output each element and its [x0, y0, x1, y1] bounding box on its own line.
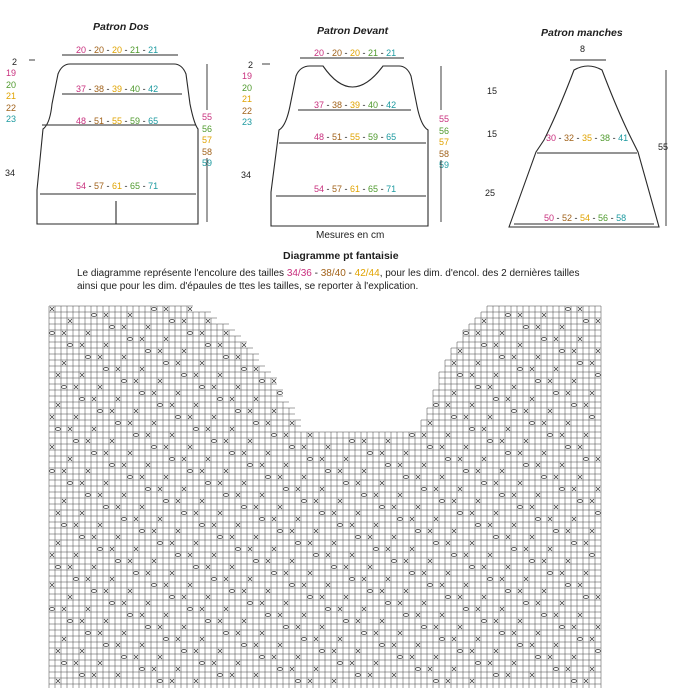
- size-label: 57: [202, 135, 213, 146]
- manches-left-c: 25: [485, 188, 496, 198]
- size-label: 38: [94, 84, 105, 94]
- size-label: 20: [94, 45, 105, 55]
- size-34-36: 34/36: [286, 268, 312, 279]
- size-label: 22: [6, 102, 17, 113]
- size-label: 21: [242, 94, 253, 105]
- size-38-40: 38/40: [320, 268, 346, 279]
- manches-left-a: 15: [487, 86, 498, 96]
- devant-neck-sizes: 20 - 20 - 20 - 21 - 21: [314, 48, 397, 58]
- size-label: 54: [580, 213, 591, 223]
- size-label: 20: [332, 48, 343, 58]
- size-label: 55: [439, 114, 450, 124]
- size-label: 51: [94, 116, 105, 126]
- devant-armhole-sizes: 37 - 38 - 39 - 40 - 42: [314, 100, 397, 110]
- dos-outline: [37, 64, 198, 224]
- patron-devant-title: Patron Devant: [317, 25, 389, 37]
- size-label: 51: [332, 132, 343, 142]
- devant-top-left: 2: [248, 60, 254, 70]
- size-label: 59: [130, 116, 141, 126]
- diagram-description: Le diagramme représente l'encolure des tailles 34/36 - 38/40 - 42/44, pour les dim. d'encol. des 2 dernières tailles ainsi que pour les dim. d'épaules de ttes les tailles, se reporter à l'explication.: [77, 268, 580, 292]
- size-label: 20: [6, 79, 17, 90]
- size-label: 61: [112, 181, 123, 191]
- size-label: 61: [350, 184, 361, 194]
- size-label: 59: [202, 158, 213, 169]
- diagram-title: Diagramme pt fantaisie: [283, 250, 399, 262]
- desc-text-1: Le diagramme représente l'encolure des tailles: [77, 268, 287, 279]
- size-label: 37: [314, 100, 325, 110]
- size-42-44: 42/44: [354, 268, 380, 279]
- devant-side: 34: [241, 170, 252, 180]
- patron-manches-title: Patron manches: [541, 27, 623, 39]
- devant-outline: [271, 66, 428, 226]
- size-label: 57: [94, 181, 105, 191]
- measure-caption: Mesures en cm: [316, 230, 385, 241]
- size-label: 65: [130, 181, 141, 191]
- size-label: 40: [130, 84, 141, 94]
- dos-side: 34: [5, 168, 16, 178]
- size-label: 71: [386, 184, 397, 194]
- dos-armhole-sizes: 37 - 38 - 39 - 40 - 42: [76, 84, 159, 94]
- size-label: 21: [130, 45, 141, 55]
- size-label: 40: [368, 100, 379, 110]
- size-label: 37: [76, 84, 87, 94]
- stitch-grid: [49, 306, 601, 688]
- size-label: 59: [368, 132, 379, 142]
- desc-line-2: ainsi que pour les dim. d'épaules de ttes les tailles, se reporter à l'explication.: [77, 280, 419, 292]
- size-label: 20: [76, 45, 87, 55]
- size-label: 65: [148, 116, 159, 126]
- size-label: 52: [562, 213, 573, 223]
- size-label: 21: [368, 48, 379, 58]
- size-label: 65: [368, 184, 379, 194]
- size-label: 35: [582, 133, 593, 143]
- manches-left-b: 15: [487, 129, 498, 139]
- manches-hem-sizes: 50 - 52 - 54 - 56 - 58: [544, 213, 627, 223]
- size-label: 19: [242, 71, 253, 81]
- size-label: 55: [202, 112, 213, 122]
- size-label: 56: [439, 125, 450, 136]
- size-label: 55: [112, 116, 123, 126]
- size-label: 23: [242, 117, 253, 128]
- size-label: 20: [242, 82, 253, 93]
- size-label: 22: [242, 105, 253, 116]
- size-label: 20: [350, 48, 361, 58]
- size-label: 59: [439, 160, 450, 171]
- size-label: 56: [202, 123, 213, 134]
- size-label: 48: [76, 116, 87, 126]
- size-label: 21: [386, 48, 397, 58]
- size-label: 41: [618, 133, 629, 143]
- size-label: 58: [439, 148, 450, 159]
- size-label: 20: [112, 45, 123, 55]
- manches-outline: [509, 66, 659, 227]
- size-label: 57: [439, 137, 450, 148]
- size-label: 58: [616, 213, 627, 223]
- size-label: 39: [112, 84, 123, 94]
- devant-chest-sizes: 48 - 51 - 55 - 59 - 65: [314, 132, 397, 142]
- desc-text-2: , pour les dim. d'encol. des 2 dernières tailles: [379, 268, 580, 279]
- size-label: 65: [386, 132, 397, 142]
- garment-outlines: [37, 64, 659, 227]
- manches-top: 8: [580, 44, 586, 54]
- size-label: 54: [314, 184, 325, 194]
- size-label: 48: [314, 132, 325, 142]
- dos-hem-sizes: 54 - 57 - 61 - 65 - 71: [76, 181, 159, 191]
- manches-right: 55: [658, 142, 669, 152]
- size-label: 23: [6, 114, 17, 125]
- size-label: 57: [332, 184, 343, 194]
- size-label: 55: [350, 132, 361, 142]
- devant-hem-sizes: 54 - 57 - 61 - 65 - 71: [314, 184, 397, 194]
- size-label: 21: [148, 45, 159, 55]
- manches-upper-sizes: 30 - 32 - 35 - 38 - 41: [546, 133, 629, 143]
- size-label: 21: [6, 91, 17, 102]
- size-label: 19: [6, 68, 17, 78]
- size-label: 30: [546, 133, 557, 143]
- size-label: 38: [600, 133, 611, 143]
- dos-chest-sizes: 48 - 51 - 55 - 59 - 65: [76, 116, 159, 126]
- size-label: 54: [76, 181, 87, 191]
- size-label: 32: [564, 133, 575, 143]
- size-label: 71: [148, 181, 159, 191]
- dos-neck-sizes: 20 - 20 - 20 - 21 - 21: [76, 45, 159, 55]
- size-label: 50: [544, 213, 555, 223]
- dos-top-left: 2: [12, 57, 18, 67]
- size-label: 42: [148, 84, 159, 94]
- patron-dos-title: Patron Dos: [93, 21, 150, 33]
- size-label: 39: [350, 100, 361, 110]
- size-label: 56: [598, 213, 609, 223]
- size-label: 58: [202, 146, 213, 157]
- size-label: 42: [386, 100, 397, 110]
- size-label: 20: [314, 48, 325, 58]
- size-label: 38: [332, 100, 343, 110]
